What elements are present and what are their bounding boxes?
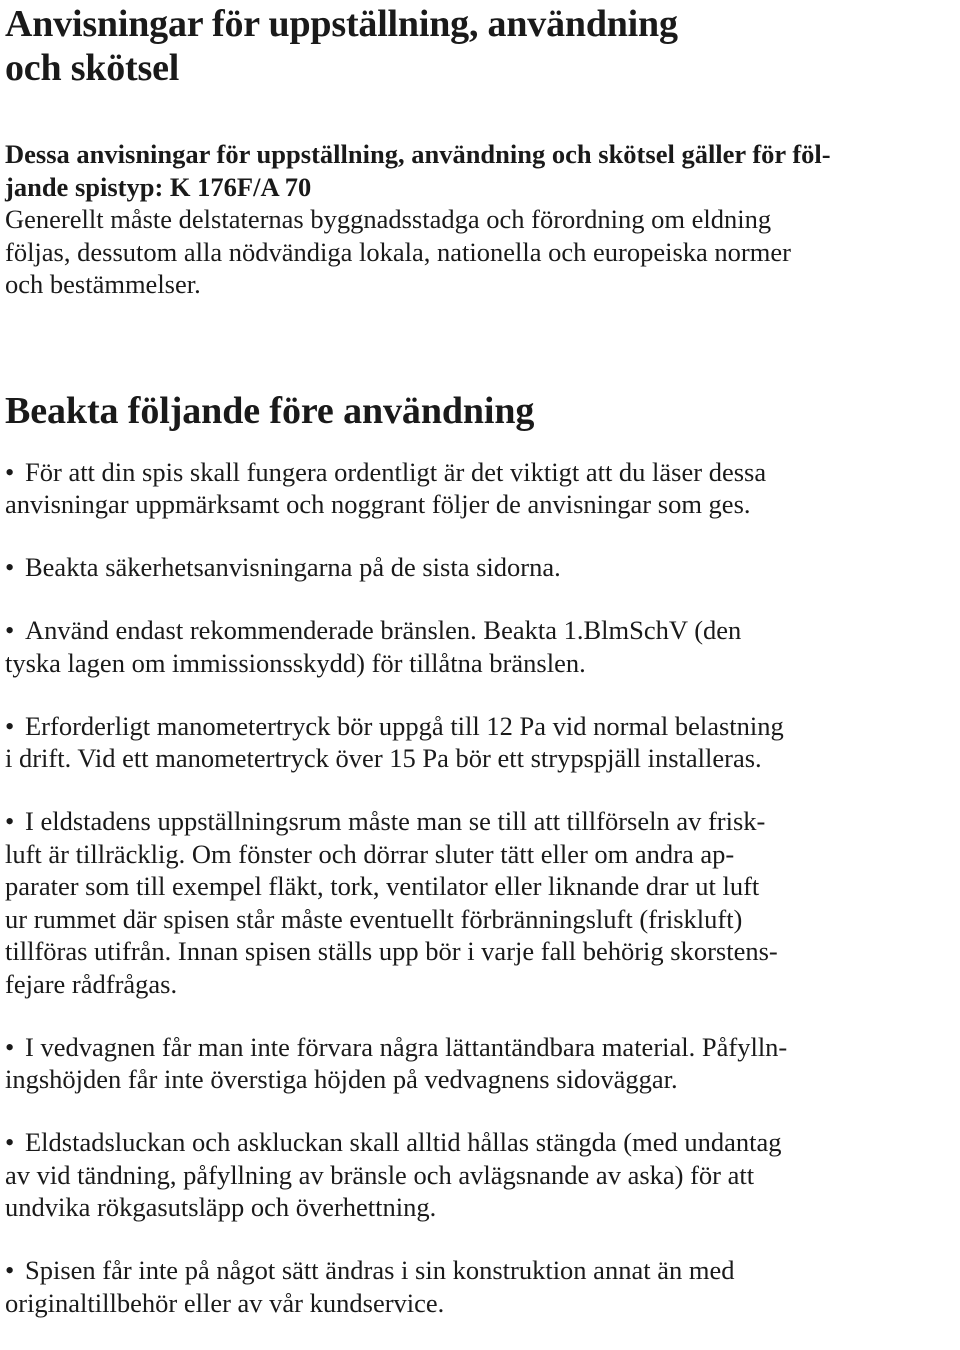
bullet-text: För att din spis skall fungera ordentligt är det viktigt att du läser dessa [25, 456, 767, 487]
bullet-dot-icon: • [5, 615, 15, 645]
bullet-text: I eldstadens uppställningsrum måste man se till att tillförseln av frisk- [25, 806, 766, 836]
bullet-text: Spisen får inte på något sätt ändras i sin konstruktion annat än med [25, 1255, 735, 1285]
bullet-line [5, 488, 957, 521]
bullet-line [5, 614, 957, 647]
bullet-item [5, 551, 957, 584]
bullet-text: tillföras utifrån. Innan spisen ställs upp bör i varje fall behörig skorstens- [5, 936, 778, 966]
bullet-dot-icon: • [5, 1031, 15, 1062]
document-page [5, 0, 957, 1350]
bullet-line [5, 935, 957, 968]
section-heading: Beakta följande före användning [5, 389, 535, 432]
bullet-line [5, 1126, 957, 1159]
bullet-text: ur rummet där spisen står måste eventuellt förbränningsluft (friskluft) [5, 903, 743, 934]
title-line: och skötsel [5, 47, 180, 89]
bullet-text: Beakta säkerhetsanvisningarna på de sista sidorna. [25, 552, 561, 582]
bullet-line [5, 838, 957, 871]
bullet-text: Erforderligt manometertryck bör uppgå till 12 Pa vid normal belastning [25, 710, 784, 741]
bullet-text: fejare rådfrågas. [5, 968, 178, 999]
bullet-item [5, 1031, 957, 1096]
bullet-line [5, 805, 957, 838]
bullet-line [5, 1254, 957, 1287]
intro-line: Dessa anvisningar för uppställning, användning och skötsel gäller för föl- [5, 139, 831, 169]
bullet-text: undvika rökgasutsläpp och överhettning. [5, 1192, 437, 1222]
bullet-line [5, 1031, 957, 1064]
bullet-text: Använd endast rekommenderade bränslen. Beakta 1.BlmSchV (den [25, 615, 742, 645]
bullet-text: tyska lagen om immissionsskydd) för tillåtna bränslen. [5, 647, 586, 678]
bullet-dot-icon: • [5, 1127, 15, 1157]
bullet-list [5, 456, 957, 1320]
bullet-item [5, 1254, 957, 1319]
bullet-text: ingshöjden får inte överstiga höjden på vedvagnens sidoväggar. [5, 1064, 678, 1094]
bullet-text: anvisningar uppmärksamt och noggrant följer de anvisningar som ges. [5, 489, 751, 519]
bullet-item [5, 805, 957, 1000]
bullet-line [5, 968, 957, 1001]
bullet-line [5, 1159, 957, 1192]
bullet-line [5, 647, 957, 680]
bullet-line [5, 551, 957, 584]
bullet-item [5, 1126, 957, 1224]
document-title [5, 0, 957, 90]
title-line: Anvisningar för uppställning, användning [5, 3, 678, 45]
bullet-text: I vedvagnen får man inte förvara några lättantändbara material. Påfylln- [25, 1031, 788, 1062]
bullet-text: originaltillbehör eller av vår kundservice. [5, 1287, 445, 1318]
bullet-text: parater som till exempel fläkt, tork, ventilator eller liknande drar ut luft [5, 871, 760, 901]
bullet-line [5, 1287, 957, 1320]
bullet-text: luft är tillräcklig. Om fönster och dörrar sluter tätt eller om andra ap- [5, 838, 735, 869]
bullet-text: av vid tändning, påfyllning av bränsle och avlägsnande av aska) för att [5, 1159, 755, 1190]
intro-paragraph [5, 138, 957, 301]
bullet-dot-icon: • [5, 710, 15, 741]
bullet-line [5, 710, 957, 743]
bullet-line [5, 742, 957, 775]
bullet-item [5, 456, 957, 521]
bullet-line [5, 1063, 957, 1096]
intro-line: jande spistyp: K 176F/A 70 [5, 171, 312, 202]
bullet-dot-icon: • [5, 456, 15, 487]
bullet-dot-icon: • [5, 552, 15, 582]
intro-line: följas, dessutom alla nödvändiga lokala, nationella och europeiska normer [5, 236, 791, 267]
bullet-line [5, 1191, 957, 1224]
bullet-item [5, 710, 957, 775]
intro-line: Generellt måste delstaternas byggnadsstadga och förordning om eldning [5, 204, 772, 234]
bullet-dot-icon: • [5, 806, 15, 836]
bullet-text: Eldstadsluckan och askluckan skall alltid hållas stängda (med undantag [25, 1127, 782, 1157]
intro-line: och bestämmelser. [5, 269, 201, 299]
bullet-dot-icon: • [5, 1255, 15, 1285]
bullet-line [5, 456, 957, 489]
bullet-line [5, 903, 957, 936]
bullet-item [5, 614, 957, 679]
bullet-text: i drift. Vid ett manometertryck över 15 Pa bör ett strypspjäll installeras. [5, 743, 762, 773]
bullet-line [5, 870, 957, 903]
